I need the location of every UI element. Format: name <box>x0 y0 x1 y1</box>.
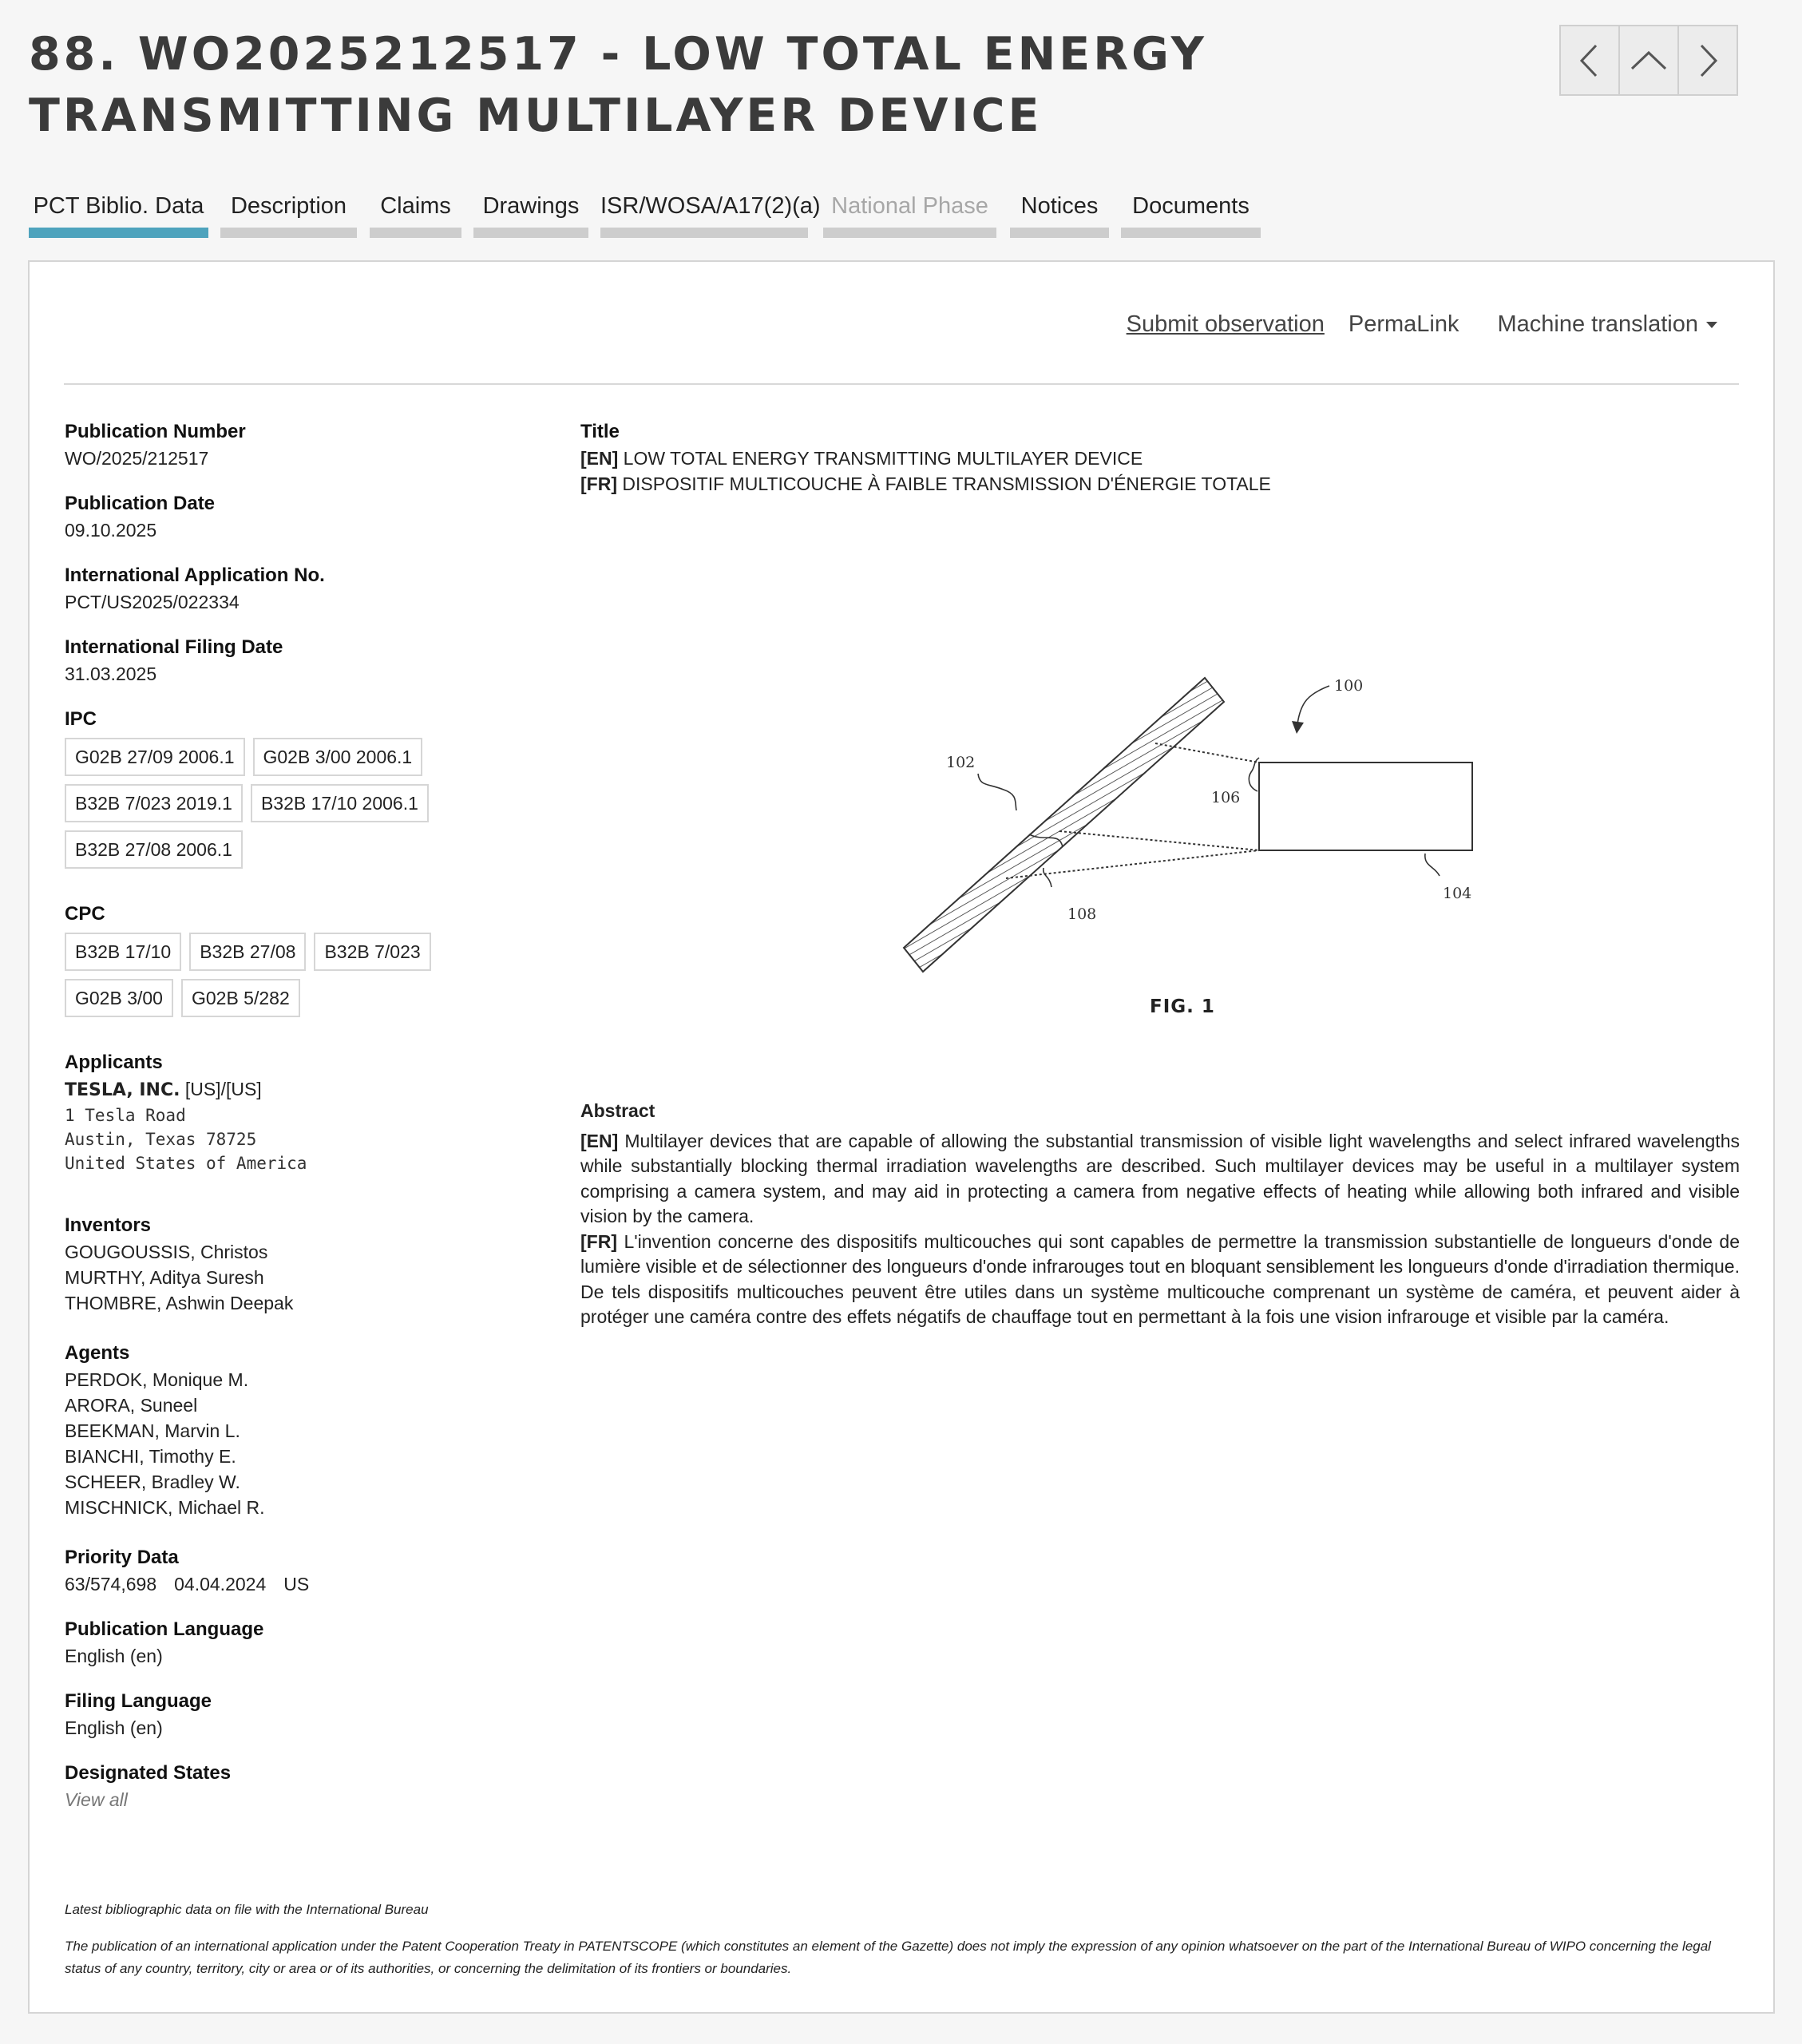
agent: MISCHNICK, Michael R. <box>65 1497 265 1518</box>
applicant-country: [US]/[US] <box>184 1079 262 1099</box>
tab-drawings[interactable] <box>473 188 588 238</box>
chevron-right-icon <box>1693 41 1722 81</box>
camera-box <box>1259 763 1472 850</box>
applicant-address-line: 1 Tesla Road <box>65 1106 186 1125</box>
publication-number-field <box>65 418 544 471</box>
tab-documents[interactable] <box>1121 188 1261 238</box>
filing-date-field <box>65 634 544 687</box>
priority-country: US <box>283 1574 310 1594</box>
applicant <box>65 1076 544 1103</box>
caret-down-icon <box>1706 322 1717 328</box>
title-fr-text: DISPOSITIF MULTICOUCHE À FAIBLE TRANSMISSION D'ÉNERGIE TOTALE <box>622 473 1271 494</box>
chevron-up-icon <box>1629 46 1669 75</box>
filing-language: English (en) <box>65 1717 163 1738</box>
inventors-field <box>65 1212 544 1316</box>
tab-label: Claims <box>380 193 451 219</box>
ipc-chip-list <box>65 738 480 869</box>
latest-data-note: Latest bibliographic data on file with the International Bureau <box>65 1902 429 1917</box>
tab-label: ISR/WOSA/A17(2)(a) <box>600 193 821 219</box>
tab-label: Drawings <box>482 193 580 219</box>
submit-observation-link[interactable]: Submit observation <box>1126 311 1325 337</box>
field-label: Priority Data <box>65 1547 179 1568</box>
applicant-address-line: Austin, Texas 78725 <box>65 1130 257 1149</box>
patent-drawing[interactable] <box>860 577 1499 1024</box>
machine-translation-label: Machine translation <box>1497 311 1698 337</box>
tab-description[interactable] <box>220 188 357 238</box>
result-navigation <box>1559 25 1738 96</box>
lang-tag: [EN] <box>580 448 619 469</box>
tab-claims[interactable] <box>370 188 461 238</box>
publication-date: 09.10.2025 <box>65 520 157 541</box>
figure-caption: FIG. 1 <box>1150 996 1215 1017</box>
previous-result-button[interactable] <box>1561 26 1620 94</box>
cpc-chip[interactable]: G02B 5/282 <box>181 979 300 1017</box>
field-label: Filing Language <box>65 1690 212 1712</box>
tab-national-phase <box>823 188 996 238</box>
tab-indicator <box>473 228 588 238</box>
field-label: Title <box>580 421 620 442</box>
ipc-chip[interactable]: G02B 3/00 2006.1 <box>253 738 423 776</box>
ref-104: 104 <box>1443 885 1472 902</box>
ref-102: 102 <box>946 754 976 771</box>
biblio-panel <box>28 260 1775 2014</box>
cpc-chip[interactable]: B32B 27/08 <box>189 933 306 971</box>
field-label: Publication Language <box>65 1618 264 1640</box>
abstract-block <box>580 1099 1740 1330</box>
cpc-chip[interactable]: G02B 3/00 <box>65 979 173 1017</box>
lang-tag: [EN] <box>580 1130 619 1151</box>
cpc-chip-list <box>65 933 480 1017</box>
tab-indicator <box>29 228 208 238</box>
leader-100 <box>1297 686 1329 724</box>
ipc-chip[interactable]: B32B 7/023 2019.1 <box>65 784 243 822</box>
divider <box>64 383 1739 385</box>
machine-translation-dropdown[interactable] <box>1498 311 1717 347</box>
permalink-link[interactable]: PermaLink <box>1348 311 1459 337</box>
abstract-fr-text: L'invention concerne des dispositifs multicouches qui sont capables de permettre la transmission substantielle de longueurs d'onde de lumière visible et de sélectionner des longueurs d'onde infrarouges tout en bloquant sensiblement les longueurs d'onde d'irradiation thermique. De tels dispositifs multicouches peuvent être utiles dans un système multicouche comprenant un système de caméra, et peuvent aider à protéger une caméra contre des effets négatifs de chauffage tout en permettant à la fois une vision infrarouge et visible par la caméra. <box>580 1230 1740 1327</box>
field-label: International Application No. <box>65 564 325 586</box>
priority-row <box>65 1571 544 1597</box>
tab-label: Notices <box>1020 193 1099 219</box>
designated-states-field <box>65 1760 544 1812</box>
applicant-address-line: United States of America <box>65 1154 307 1173</box>
priority-date: 04.04.2024 <box>174 1574 267 1594</box>
ipc-field <box>65 706 544 869</box>
ref-106: 106 <box>1211 789 1241 806</box>
title-fr <box>580 471 1740 497</box>
tab-indicator <box>370 228 461 238</box>
tab-isr-wosa[interactable] <box>600 188 821 238</box>
tab-indicator <box>823 228 996 238</box>
field-label: Applicants <box>65 1052 163 1073</box>
field-label: Inventors <box>65 1214 152 1236</box>
tab-label: Documents <box>1132 193 1250 219</box>
leader-104 <box>1425 854 1440 876</box>
tab-indicator <box>600 228 808 238</box>
title-en <box>580 446 1740 471</box>
view-all-link[interactable]: View all <box>65 1789 128 1810</box>
field-label: CPC <box>65 903 105 925</box>
ipc-chip[interactable]: G02B 27/09 2006.1 <box>65 738 245 776</box>
priority-number: 63/574,698 <box>65 1574 157 1594</box>
tab-label: National Phase <box>831 193 988 219</box>
title-block <box>580 418 1740 497</box>
abstract-en-text: Multilayer devices that are capable of allowing the substantial transmission of visible light wavelengths and select infrared wavelengths while substantially blocking thermal irradiation wavelengths are described. Such multilayer devices may be useful in a multilayer system comprising a camera system, and may aid in protecting a camera from negative effects of heating while allowing both infrared and visible vision by the camera. <box>580 1130 1740 1226</box>
tab-pct-biblio-data[interactable] <box>29 188 208 238</box>
field-label: International Filing Date <box>65 636 283 658</box>
field-label: Designated States <box>65 1762 232 1784</box>
publication-language: English (en) <box>65 1646 163 1666</box>
inventor: MURTHY, Aditya Suresh <box>65 1267 264 1288</box>
tab-label: Description <box>230 193 347 219</box>
title-en-text: LOW TOTAL ENERGY TRANSMITTING MULTILAYER DEVICE <box>623 448 1143 469</box>
tab-indicator <box>1010 228 1109 238</box>
agent: BEEKMAN, Marvin L. <box>65 1420 240 1441</box>
cpc-field <box>65 901 544 1017</box>
publication-date-field <box>65 490 544 543</box>
next-result-button[interactable] <box>1679 26 1737 94</box>
ref-108: 108 <box>1067 905 1097 923</box>
field-label: Publication Date <box>65 493 216 514</box>
leader-108 <box>1044 868 1051 887</box>
agent: ARORA, Suneel <box>65 1395 198 1416</box>
filing-date: 31.03.2025 <box>65 664 157 684</box>
abstract-en <box>580 1129 1740 1230</box>
lang-tag: [FR] <box>580 1230 617 1252</box>
leader-102 <box>978 774 1016 810</box>
applicants-field <box>65 1049 544 1175</box>
disclaimer-note: The publication of an international application under the Patent Cooperation Treaty in PATENTSCOPE (which constitutes an element of the Gazette) does not imply the expression of any opinion whatsoever on the part of the International Bureau of WIPO concerning the legal status of any country, territory, city or area or of its authorities, or concerning the delimitation of its frontiers or boundaries. <box>65 1939 1711 1976</box>
field-label: IPC <box>65 708 97 730</box>
tab-indicator <box>1121 228 1261 238</box>
inventor: THOMBRE, Ashwin Deepak <box>65 1293 294 1313</box>
tab-notices[interactable] <box>1010 188 1109 238</box>
biblio-fields <box>65 418 544 1832</box>
back-to-results-button[interactable] <box>1620 26 1679 94</box>
cpc-chip[interactable]: B32B 7/023 <box>314 933 430 971</box>
publication-language-field <box>65 1616 544 1669</box>
ipc-chip[interactable]: B32B 17/10 2006.1 <box>251 784 429 822</box>
leader-106 <box>1249 758 1259 791</box>
application-no-field <box>65 562 544 615</box>
tab-label: PCT Biblio. Data <box>33 193 204 219</box>
agent: SCHEER, Bradley W. <box>65 1472 240 1492</box>
chevron-left-icon <box>1575 41 1604 81</box>
abstract-fr <box>580 1230 1740 1330</box>
arrow-head-icon <box>1292 721 1304 734</box>
filing-language-field <box>65 1688 544 1741</box>
tab-indicator <box>220 228 357 238</box>
ref-100: 100 <box>1334 677 1364 695</box>
priority-data-field <box>65 1544 544 1597</box>
inventor: GOUGOUSSIS, Christos <box>65 1242 268 1262</box>
field-label: Agents <box>65 1342 130 1364</box>
view-line-mid <box>1059 831 1259 850</box>
page-title: 88. WO2025212517 - LOW TOTAL ENERGY TRANSMITTING MULTILAYER DEVICE <box>29 28 1207 142</box>
lang-tag: [FR] <box>580 473 617 494</box>
applicant-name: TESLA, INC. <box>65 1080 180 1100</box>
agents-field <box>65 1340 544 1520</box>
panel-toolbar <box>1127 311 1717 347</box>
application-number-link[interactable]: PCT/US2025/022334 <box>65 592 240 612</box>
field-label: Abstract <box>580 1100 655 1121</box>
agent: BIANCHI, Timothy E. <box>65 1446 236 1467</box>
ipc-chip[interactable]: B32B 27/08 2006.1 <box>65 830 243 869</box>
field-label: Publication Number <box>65 421 246 442</box>
agent: PERDOK, Monique M. <box>65 1369 249 1390</box>
publication-number: WO/2025/212517 <box>65 448 209 469</box>
view-line-top <box>1155 743 1259 763</box>
cpc-chip[interactable]: B32B 17/10 <box>65 933 181 971</box>
window-panel <box>904 678 1224 972</box>
